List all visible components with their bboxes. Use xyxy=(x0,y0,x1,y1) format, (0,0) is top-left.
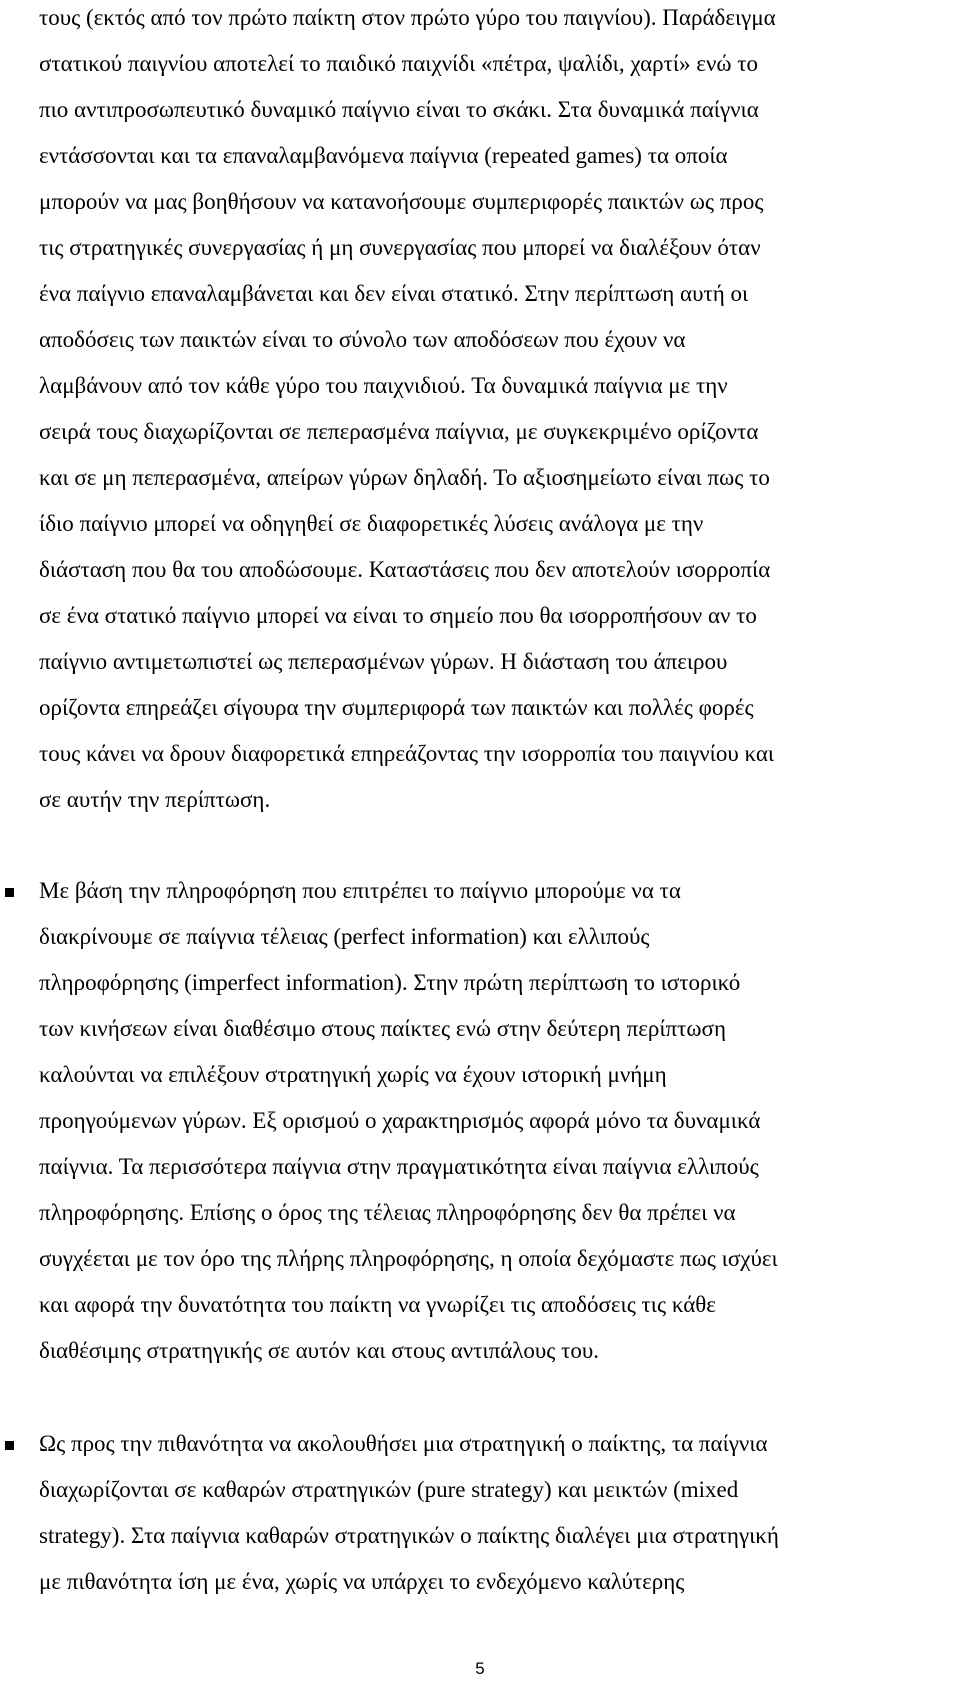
text-line: σε ένα στατικό παίγνιο μπορεί να είναι το σημείο που θα ισορροπήσουν αν το xyxy=(39,603,757,628)
text-line: τους (εκτός από τον πρώτο παίκτη στον πρώτο γύρο του παιγνίου). Παράδειγμα xyxy=(39,5,776,30)
text-line: πιο αντιπροσωπευτικό δυναμικό παίγνιο είναι το σκάκι. Στα δυναμικά παίγνια xyxy=(39,97,759,122)
text-line: Με βάση την πληροφόρηση που επιτρέπει το παίγνιο μπορούμε να τα xyxy=(39,878,681,903)
text-line: και σε μη πεπερασμένα, απείρων γύρων δηλαδή. Το αξιοσημείωτο είναι πως το xyxy=(39,465,770,490)
text-line: παίγνια. Τα περισσότερα παίγνια στην πραγματικότητα είναι παίγνια ελλιπούς xyxy=(39,1154,759,1179)
text-line: διαθέσιμης στρατηγικής σε αυτόν και στους αντιπάλους του. xyxy=(39,1338,600,1363)
text-line: πληροφόρησης. Επίσης ο όρος της τέλειας πληροφόρησης δεν θα πρέπει να xyxy=(39,1200,736,1225)
text-line: αποδόσεις των παικτών είναι το σύνολο των αποδόσεων που έχουν να xyxy=(39,327,686,352)
text-line: συγχέεται με τον όρο της πλήρης πληροφόρησης, η οποία δεχόμαστε πως ισχύει xyxy=(39,1246,778,1271)
text-line: ένα παίγνιο επαναλαμβάνεται και δεν είναι στατικό. Στην περίπτωση αυτή οι xyxy=(39,281,749,306)
text-line: σειρά τους διαχωρίζονται σε πεπερασμένα παίγνια, με συγκεκριμένο ορίζοντα xyxy=(39,419,759,444)
text-line: των κινήσεων είναι διαθέσιμο στους παίκτες ενώ στην δεύτερη περίπτωση xyxy=(39,1016,726,1041)
text-line: Ως προς την πιθανότητα να ακολουθήσει μια στρατηγική ο παίκτης, τα παίγνια xyxy=(39,1431,768,1456)
text-line: μπορούν να μας βοηθήσουν να κατανοήσουμε συμπεριφορές παικτών ως προς xyxy=(39,189,764,214)
text-line: με πιθανότητα ίση με ένα, χωρίς να υπάρχει το ενδεχόμενο καλύτερης xyxy=(39,1569,685,1594)
text-line: τις στρατηγικές συνεργασίας ή μη συνεργασίας που μπορεί να διαλέξουν όταν xyxy=(39,235,761,260)
text-line: διάσταση που θα του αποδώσουμε. Καταστάσεις που δεν αποτελούν ισορροπία xyxy=(39,557,771,582)
text-line: σε αυτήν την περίπτωση. xyxy=(39,787,271,812)
text-line: καλούνται να επιλέξουν στρατηγική χωρίς να έχουν ιστορική μνήμη xyxy=(39,1062,667,1087)
text-line: παίγνιο αντιμετωπιστεί ως πεπερασμένων γύρων. Η διάσταση του άπειρου xyxy=(39,649,728,674)
page-number: 5 xyxy=(475,1659,485,1678)
text-line: διακρίνουμε σε παίγνια τέλειας (perfect information) και ελλιπούς xyxy=(39,924,650,949)
text-line: και αφορά την δυνατότητα του παίκτη να γνωρίζει τις αποδόσεις τις κάθε xyxy=(39,1292,716,1317)
text-line: λαμβάνουν από τον κάθε γύρο του παιχνιδιού. Τα δυναμικά παίγνια με την xyxy=(39,373,728,398)
text-line: πληροφόρησης (imperfect information). Στην πρώτη περίπτωση το ιστορικό xyxy=(39,970,741,995)
text-line: διαχωρίζονται σε καθαρών στρατηγικών (pure strategy) και μεικτών (mixed xyxy=(39,1477,739,1502)
text-line: τους κάνει να δρουν διαφορετικά επηρεάζοντας την ισορροπία του παιγνίου και xyxy=(39,741,775,766)
text-line: strategy). Στα παίγνια καθαρών στρατηγικών ο παίκτης διαλέγει μια στρατηγική xyxy=(39,1523,779,1548)
text-line: ορίζοντα επηρεάζει σίγουρα την συμπεριφορά των παικτών και πολλές φορές xyxy=(39,695,754,720)
square-bullet-icon xyxy=(5,888,14,897)
square-bullet-icon xyxy=(5,1441,14,1450)
text-line: στατικού παιγνίου αποτελεί το παιδικό παιχνίδι «πέτρα, ψαλίδι, χαρτί» ενώ το xyxy=(39,51,758,76)
text-line: εντάσσονται και τα επαναλαμβανόμενα παίγνια (repeated games) τα οποία xyxy=(39,143,728,168)
text-line: ίδιο παίγνιο μπορεί να οδηγηθεί σε διαφορετικές λύσεις ανάλογα με την xyxy=(39,511,704,536)
text-line: προηγούμενων γύρων. Εξ ορισμού ο χαρακτηρισμός αφορά μόνο τα δυναμικά xyxy=(39,1108,761,1133)
